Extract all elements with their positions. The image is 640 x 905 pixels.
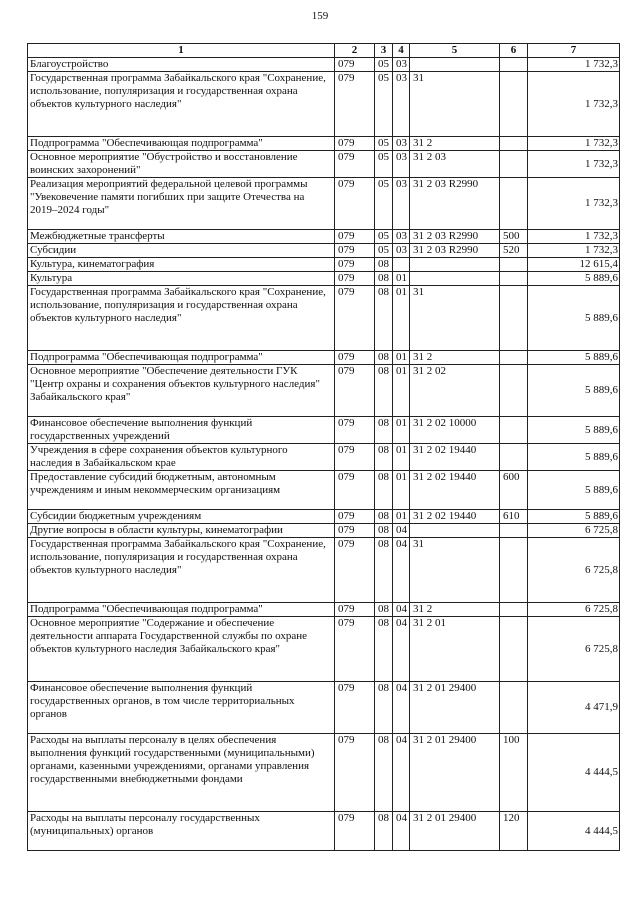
page-number: 159 <box>311 10 329 22</box>
header-col-7: 7 <box>528 44 620 58</box>
row-expense-type <box>500 538 528 603</box>
row-section-code: 08 <box>375 682 393 734</box>
row-target-code: 31 2 03 R2990 <box>410 244 500 258</box>
row-admin-code: 079 <box>335 230 375 244</box>
row-section-code: 08 <box>375 365 393 417</box>
table-row <box>28 812 620 851</box>
row-section-code: 08 <box>375 617 393 682</box>
row-name: Благоустройство <box>28 58 335 72</box>
row-section-code: 08 <box>375 734 393 812</box>
row-amount: 6 725,8 <box>528 524 620 538</box>
table-row <box>28 617 620 682</box>
row-target-code <box>410 272 500 286</box>
row-section-code: 05 <box>375 230 393 244</box>
row-admin-code: 079 <box>335 734 375 812</box>
row-subsection-code: 03 <box>393 230 410 244</box>
row-name: Государственная программа Забайкальского края "Сохранение, использование, популяризация и государственная охрана объектов культурного наследия" <box>28 286 335 351</box>
row-name: Финансовое обеспечение выполнения функций государственных учреждений <box>28 417 335 444</box>
header-col-5: 5 <box>410 44 500 58</box>
row-expense-type: 100 <box>500 734 528 812</box>
row-section-code: 08 <box>375 444 393 471</box>
row-name: Основное мероприятие "Содержание и обеспечение деятельности аппарата Государственной службы по охране объектов культурного наследия Забайкальского края" <box>28 617 335 682</box>
row-name: Предоставление субсидий бюджетным, автономным учреждениям и иным некоммерческим организациям <box>28 471 335 510</box>
row-target-code: 31 <box>410 286 500 351</box>
row-target-code <box>410 258 500 272</box>
row-expense-type: 500 <box>500 230 528 244</box>
row-admin-code: 079 <box>335 137 375 151</box>
row-target-code: 31 <box>410 538 500 603</box>
table-row <box>28 151 620 178</box>
row-expense-type: 610 <box>500 510 528 524</box>
row-name: Государственная программа Забайкальского края "Сохранение, использование, популяризация и государственная охрана объектов культурного наследия" <box>28 72 335 137</box>
table-row <box>28 244 620 258</box>
row-target-code: 31 2 02 19440 <box>410 444 500 471</box>
row-expense-type: 520 <box>500 244 528 258</box>
row-name: Культура <box>28 272 335 286</box>
row-admin-code: 079 <box>335 151 375 178</box>
row-target-code: 31 2 01 29400 <box>410 682 500 734</box>
row-target-code: 31 2 01 29400 <box>410 812 500 851</box>
row-amount: 1 732,3 <box>528 230 620 244</box>
row-expense-type <box>500 72 528 137</box>
row-subsection-code: 01 <box>393 286 410 351</box>
row-amount: 5 889,6 <box>528 365 620 417</box>
table-row <box>28 365 620 417</box>
table-row <box>28 72 620 137</box>
table-row <box>28 471 620 510</box>
row-target-code: 31 2 02 19440 <box>410 510 500 524</box>
table-row <box>28 137 620 151</box>
row-target-code: 31 2 03 <box>410 151 500 178</box>
table-row <box>28 351 620 365</box>
row-subsection-code: 04 <box>393 524 410 538</box>
row-subsection-code: 04 <box>393 734 410 812</box>
row-amount: 5 889,6 <box>528 286 620 351</box>
row-amount: 5 889,6 <box>528 471 620 510</box>
row-subsection-code: 03 <box>393 151 410 178</box>
row-subsection-code: 03 <box>393 72 410 137</box>
row-subsection-code: 04 <box>393 812 410 851</box>
row-subsection-code: 01 <box>393 365 410 417</box>
row-section-code: 05 <box>375 244 393 258</box>
row-admin-code: 079 <box>335 471 375 510</box>
row-admin-code: 079 <box>335 258 375 272</box>
row-amount: 4 444,5 <box>528 812 620 851</box>
row-amount: 1 732,3 <box>528 178 620 230</box>
table-row <box>28 524 620 538</box>
row-expense-type <box>500 258 528 272</box>
table-row <box>28 417 620 444</box>
table-row <box>28 230 620 244</box>
row-section-code: 08 <box>375 351 393 365</box>
row-subsection-code: 04 <box>393 617 410 682</box>
row-admin-code: 079 <box>335 244 375 258</box>
row-target-code: 31 2 <box>410 351 500 365</box>
row-target-code: 31 2 01 29400 <box>410 734 500 812</box>
row-name: Межбюджетные трансферты <box>28 230 335 244</box>
row-name: Субсидии бюджетным учреждениям <box>28 510 335 524</box>
row-name: Финансовое обеспечение выполнения функций государственных органов, в том числе территориальных органов <box>28 682 335 734</box>
row-admin-code: 079 <box>335 417 375 444</box>
row-target-code <box>410 58 500 72</box>
row-expense-type <box>500 417 528 444</box>
row-expense-type <box>500 617 528 682</box>
row-expense-type <box>500 137 528 151</box>
row-subsection-code: 04 <box>393 603 410 617</box>
table-row <box>28 734 620 812</box>
row-section-code: 08 <box>375 603 393 617</box>
row-admin-code: 079 <box>335 510 375 524</box>
row-admin-code: 079 <box>335 72 375 137</box>
row-expense-type <box>500 524 528 538</box>
row-target-code: 31 2 03 R2990 <box>410 230 500 244</box>
table-row <box>28 258 620 272</box>
row-target-code: 31 2 <box>410 603 500 617</box>
row-expense-type <box>500 58 528 72</box>
row-amount: 4 444,5 <box>528 734 620 812</box>
row-admin-code: 079 <box>335 524 375 538</box>
table-row <box>28 444 620 471</box>
row-name: Другие вопросы в области культуры, кинематографии <box>28 524 335 538</box>
row-name: Подпрограмма "Обеспечивающая подпрограмма" <box>28 351 335 365</box>
row-expense-type: 600 <box>500 471 528 510</box>
row-subsection-code: 01 <box>393 417 410 444</box>
row-section-code: 08 <box>375 510 393 524</box>
row-amount: 5 889,6 <box>528 272 620 286</box>
row-subsection-code: 03 <box>393 58 410 72</box>
header-row <box>28 44 620 58</box>
row-section-code: 08 <box>375 272 393 286</box>
row-amount: 5 889,6 <box>528 417 620 444</box>
row-amount: 1 732,3 <box>528 137 620 151</box>
row-section-code: 08 <box>375 538 393 603</box>
row-section-code: 08 <box>375 286 393 351</box>
row-amount: 5 889,6 <box>528 444 620 471</box>
row-admin-code: 079 <box>335 812 375 851</box>
row-target-code: 31 <box>410 72 500 137</box>
row-amount: 1 732,3 <box>528 151 620 178</box>
row-name: Субсидии <box>28 244 335 258</box>
row-admin-code: 079 <box>335 286 375 351</box>
row-name: Основное мероприятие "Обустройство и восстановление воинских захоронений" <box>28 151 335 178</box>
row-admin-code: 079 <box>335 444 375 471</box>
row-amount: 6 725,8 <box>528 603 620 617</box>
row-target-code: 31 2 02 <box>410 365 500 417</box>
row-target-code <box>410 524 500 538</box>
row-target-code: 31 2 02 19440 <box>410 471 500 510</box>
table-row <box>28 682 620 734</box>
row-amount: 6 725,8 <box>528 538 620 603</box>
row-section-code: 05 <box>375 137 393 151</box>
row-subsection-code: 01 <box>393 510 410 524</box>
row-admin-code: 079 <box>335 617 375 682</box>
row-admin-code: 079 <box>335 178 375 230</box>
row-name: Государственная программа Забайкальского края "Сохранение, использование, популяризация и государственная охрана объектов культурного наследия" <box>28 538 335 603</box>
row-section-code: 08 <box>375 524 393 538</box>
row-expense-type <box>500 682 528 734</box>
row-section-code: 08 <box>375 471 393 510</box>
row-target-code: 31 2 <box>410 137 500 151</box>
header-col-6: 6 <box>500 44 528 58</box>
row-subsection-code: 03 <box>393 137 410 151</box>
row-section-code: 05 <box>375 58 393 72</box>
row-subsection-code: 01 <box>393 351 410 365</box>
row-expense-type <box>500 351 528 365</box>
row-amount: 4 471,9 <box>528 682 620 734</box>
row-section-code: 08 <box>375 417 393 444</box>
row-admin-code: 079 <box>335 272 375 286</box>
row-amount: 5 889,6 <box>528 510 620 524</box>
row-name: Учреждения в сфере сохранения объектов культурного наследия в Забайкальском крае <box>28 444 335 471</box>
row-name: Подпрограмма "Обеспечивающая подпрограмма" <box>28 603 335 617</box>
row-expense-type <box>500 286 528 351</box>
row-name: Культура, кинематография <box>28 258 335 272</box>
row-amount: 1 732,3 <box>528 58 620 72</box>
row-expense-type <box>500 151 528 178</box>
row-name: Подпрограмма "Обеспечивающая подпрограмма" <box>28 137 335 151</box>
row-admin-code: 079 <box>335 351 375 365</box>
header-col-3: 3 <box>375 44 393 58</box>
row-admin-code: 079 <box>335 58 375 72</box>
row-amount: 1 732,3 <box>528 244 620 258</box>
table-row <box>28 178 620 230</box>
row-target-code: 31 2 01 <box>410 617 500 682</box>
table-row <box>28 272 620 286</box>
row-subsection-code: 01 <box>393 272 410 286</box>
header-col-2: 2 <box>335 44 375 58</box>
row-name: Основное мероприятие "Обеспечение деятельности ГУК "Центр охраны и сохранения объектов культурного наследия" Забайкальского края" <box>28 365 335 417</box>
row-expense-type <box>500 603 528 617</box>
row-subsection-code: 01 <box>393 444 410 471</box>
row-section-code: 08 <box>375 258 393 272</box>
row-subsection-code: 01 <box>393 471 410 510</box>
row-name: Реализация мероприятий федеральной целевой программы "Увековечение памяти погибших при защите Отечества на 2019–2024 годы" <box>28 178 335 230</box>
row-subsection-code: 04 <box>393 538 410 603</box>
row-subsection-code: 03 <box>393 178 410 230</box>
table-row <box>28 286 620 351</box>
row-target-code: 31 2 03 R2990 <box>410 178 500 230</box>
table-row <box>28 510 620 524</box>
row-expense-type <box>500 178 528 230</box>
table-row <box>28 538 620 603</box>
budget-table <box>27 43 620 851</box>
row-subsection-code: 03 <box>393 244 410 258</box>
row-amount: 12 615,4 <box>528 258 620 272</box>
row-amount: 6 725,8 <box>528 617 620 682</box>
row-section-code: 05 <box>375 178 393 230</box>
row-name: Расходы на выплаты персоналу государственных (муниципальных) органов <box>28 812 335 851</box>
row-admin-code: 079 <box>335 682 375 734</box>
row-subsection-code: 04 <box>393 682 410 734</box>
row-target-code: 31 2 02 10000 <box>410 417 500 444</box>
header-col-4: 4 <box>393 44 410 58</box>
row-section-code: 08 <box>375 812 393 851</box>
row-amount: 5 889,6 <box>528 351 620 365</box>
row-name: Расходы на выплаты персоналу в целях обеспечения выполнения функций государственными (муниципальными) органами, казенными учреждениями, органами управления государственными внебюджетными фондами <box>28 734 335 812</box>
row-section-code: 05 <box>375 151 393 178</box>
row-amount: 1 732,3 <box>528 72 620 137</box>
row-subsection-code <box>393 258 410 272</box>
row-expense-type <box>500 444 528 471</box>
row-admin-code: 079 <box>335 603 375 617</box>
row-expense-type: 120 <box>500 812 528 851</box>
row-expense-type <box>500 272 528 286</box>
row-expense-type <box>500 365 528 417</box>
table-row <box>28 603 620 617</box>
table-row <box>28 58 620 72</box>
row-admin-code: 079 <box>335 365 375 417</box>
row-section-code: 05 <box>375 72 393 137</box>
row-admin-code: 079 <box>335 538 375 603</box>
header-col-1: 1 <box>28 44 335 58</box>
